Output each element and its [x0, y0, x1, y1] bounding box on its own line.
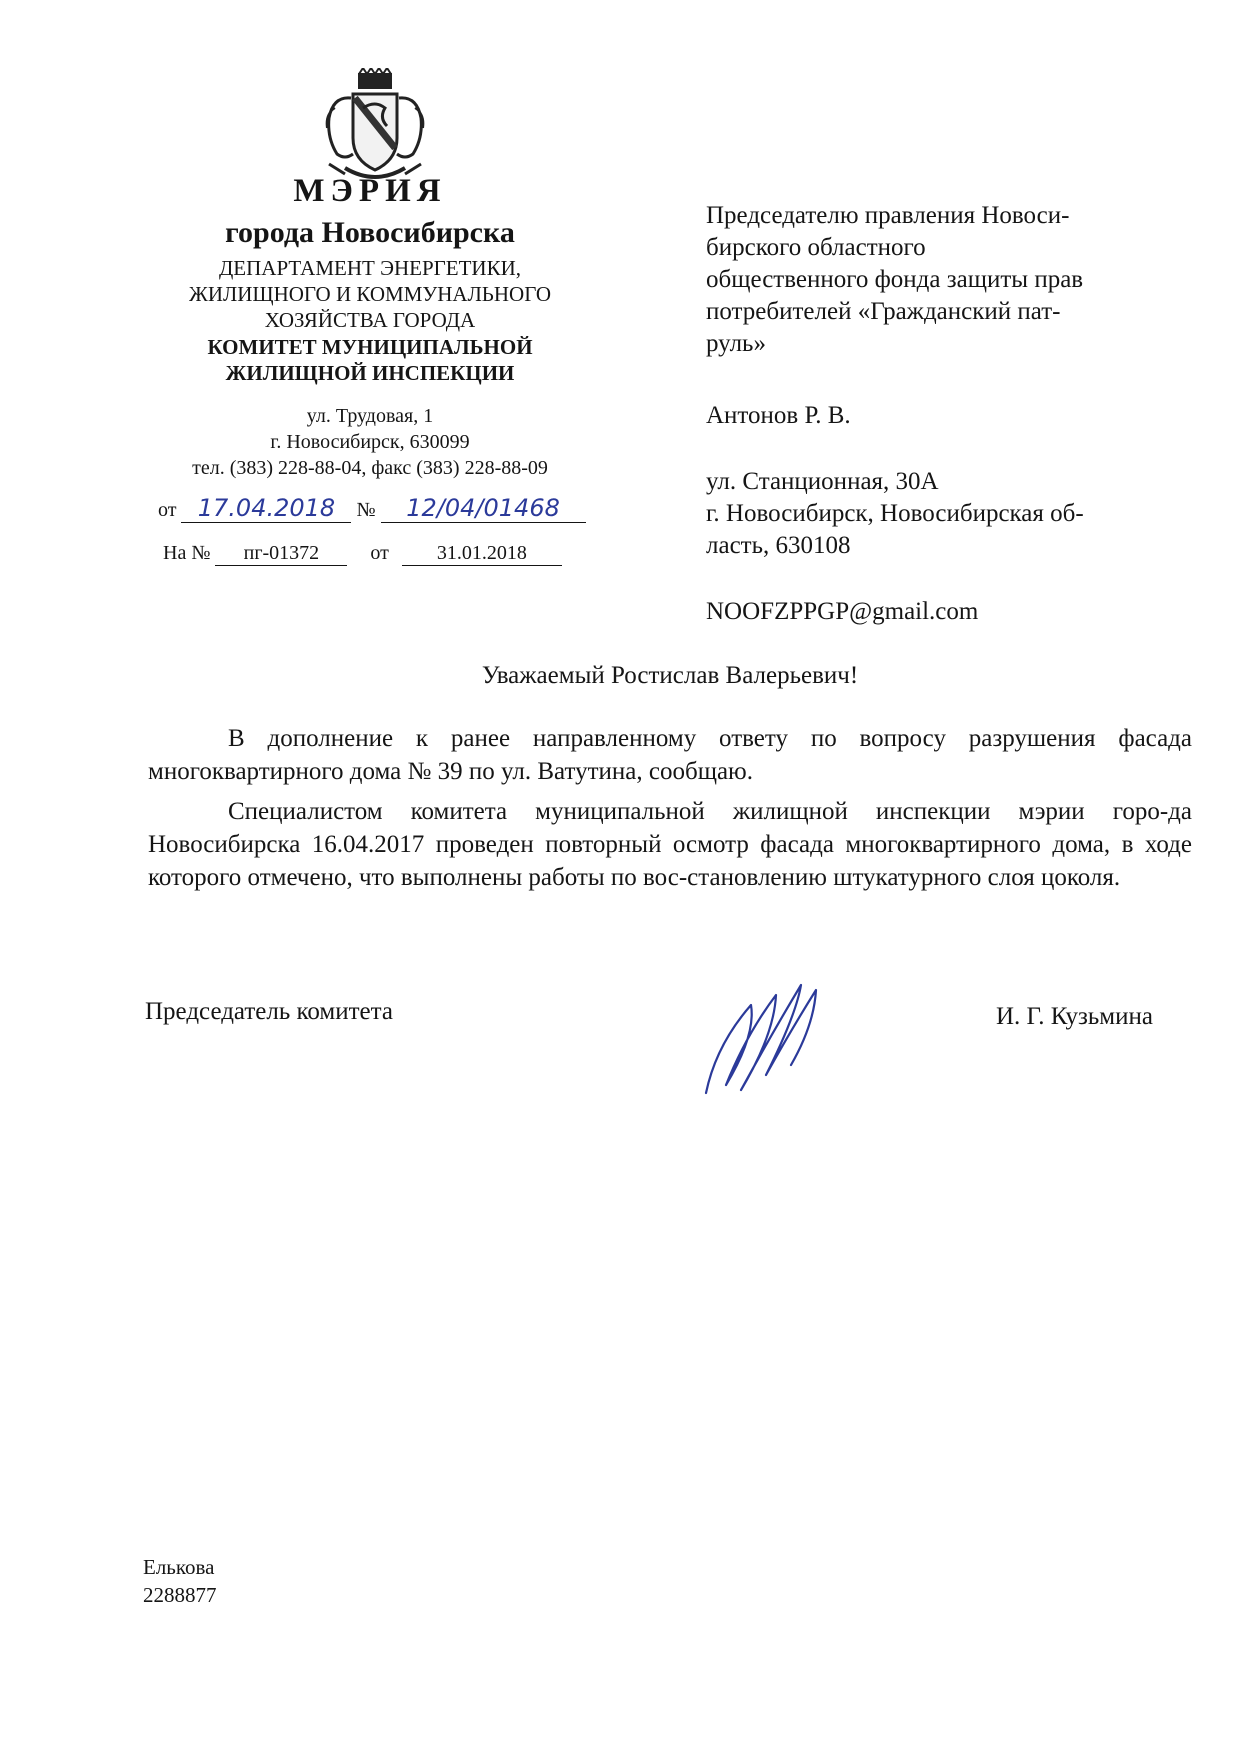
letter-paragraph: В дополнение к ранее направленному ответу по вопросу разрушения фасада многоквартирного дома № 39 по ул. Ватутина, сообщаю.: [148, 725, 1192, 785]
recipient-line: Председателю правления Новоси-: [706, 202, 1070, 229]
recipient-address: ласть, 630108: [706, 532, 851, 559]
registration-number-label: №: [356, 499, 376, 521]
department-line: ЖИЛИЩНОГО И КОММУНАЛЬНОГО: [189, 282, 551, 306]
recipient-name: Антонов Р. В.: [706, 402, 851, 429]
address-city: г. Новосибирск, 630099: [270, 431, 470, 453]
department-line: ДЕПАРТАМЕНТ ЭНЕРГЕТИКИ,: [218, 256, 522, 280]
greeting: Уважаемый Ростислав Валерьевич!: [481, 662, 859, 689]
registration-date: 17.04.2018: [181, 494, 351, 523]
recipient-line: потребителей «Гражданский пат-: [706, 298, 1061, 325]
signatory-title: Председатель комитета: [145, 998, 393, 1025]
executor-block: [143, 1553, 217, 1609]
reference-number: пг-01372: [215, 542, 347, 566]
executor-phone: 2288877: [143, 1583, 217, 1607]
address-phone-fax: тел. (383) 228-88-04, факс (383) 228-88-09: [192, 457, 548, 479]
reference-line: [163, 542, 603, 566]
registration-number: 12/04/01468: [381, 494, 586, 523]
executor-name: Елькова: [143, 1555, 215, 1579]
letter-body: [148, 722, 1192, 901]
committee-line: ЖИЛИЩНОЙ ИНСПЕКЦИИ: [225, 361, 515, 385]
recipient-address: г. Новосибирск, Новосибирская об-: [706, 500, 1084, 527]
department-line: ХОЗЯЙСТВА ГОРОДА: [264, 308, 476, 332]
coat-of-arms-emblem: [315, 68, 435, 188]
city-name: города Новосибирска: [225, 216, 515, 249]
registration-from-label: от: [158, 499, 177, 521]
recipient-line: бирского областного: [706, 234, 926, 261]
registration-line: [158, 494, 598, 526]
recipient-email[interactable]: NOOFZPPGP@gmail.com: [706, 598, 979, 625]
reference-from-label: от: [370, 542, 389, 564]
reference-label: На №: [163, 542, 211, 564]
signatory-name: И. Г. Кузьмина: [996, 1003, 1153, 1030]
letter-paragraph: Специалистом комитета муниципальной жилищной инспекции мэрии горо-да Новосибирска 16.04.2017 проведен повторный осмотр фасада многоквартирного дома, в ходе которого отмечено, что выполнены работы по вос-становлению штукатурного слоя цоколя.: [148, 798, 1192, 891]
recipient-address: ул. Станционная, 30А: [706, 468, 939, 495]
recipient-line: общественного фонда защиты прав: [706, 266, 1084, 293]
handwritten-signature: [696, 975, 856, 1100]
recipient-line: руль»: [706, 330, 766, 357]
reference-date: 31.01.2018: [402, 542, 562, 566]
org-title: МЭРИЯ: [293, 173, 447, 209]
address-street: ул. Трудовая, 1: [306, 405, 434, 427]
committee-line: КОМИТЕТ МУНИЦИПАЛЬНОЙ: [207, 335, 533, 359]
